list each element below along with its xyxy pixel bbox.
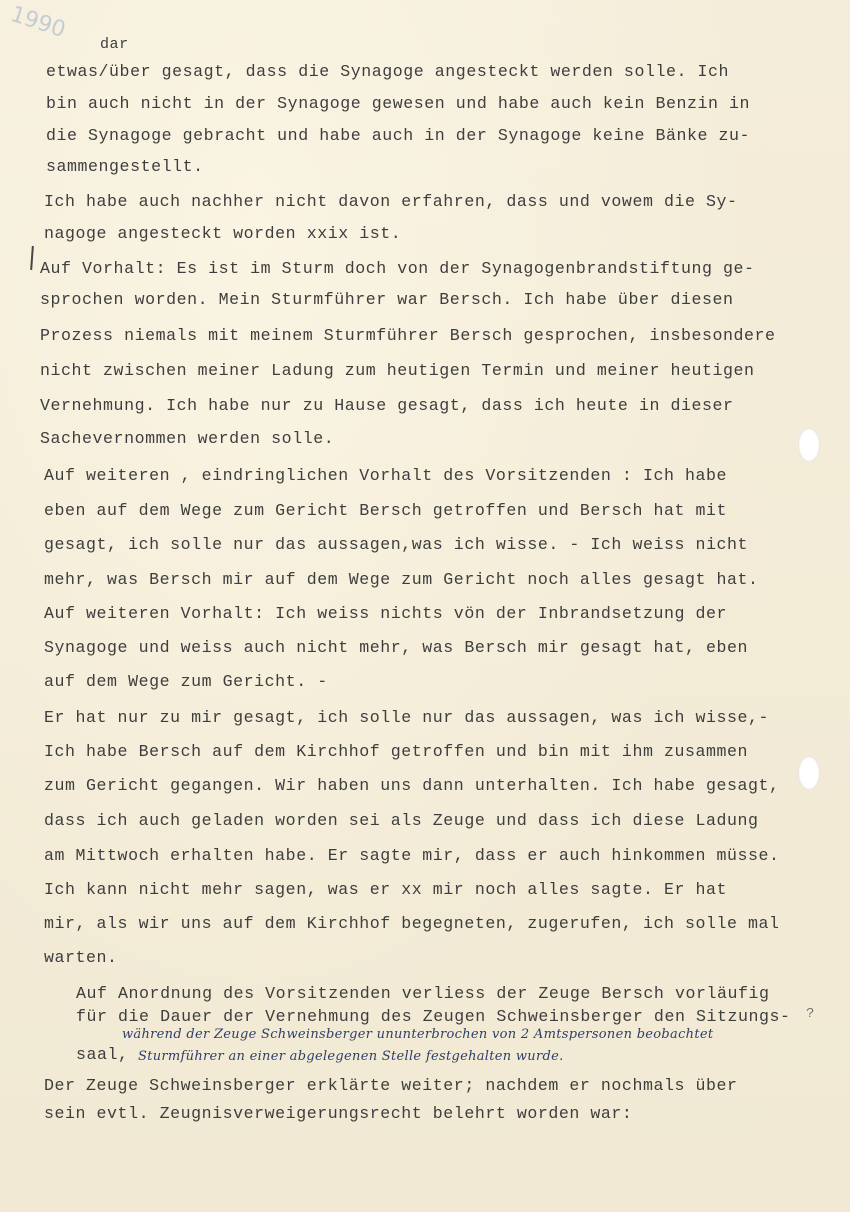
text-line-24: am Mittwoch erhalten habe. Er sagte mir, dass er auch hinkommen müsse.: [44, 846, 780, 865]
text-line-25: Ich kann nicht mehr sagen, was er xx mir noch alles sagte. Er hat: [44, 880, 728, 899]
text-line-3: die Synagoge gebracht und habe auch in der Synagoge keine Bänke zu-: [46, 126, 751, 145]
text-line-14: eben auf dem Wege zum Gericht Bersch getroffen und Bersch hat mit: [44, 501, 728, 520]
text-line-6: nagoge angesteckt worden xxix ist.: [44, 224, 402, 243]
text-line-4: sammengestellt.: [46, 157, 204, 176]
text-line-27: warten.: [44, 948, 118, 967]
text-line-17: Auf weiteren Vorhalt: Ich weiss nichts vön der Inbrandsetzung der: [44, 604, 728, 623]
text-line-22: zum Gericht gegangen. Wir haben uns dann unterhalten. Ich habe gesagt,: [44, 776, 780, 795]
punch-hole-top: [798, 428, 820, 462]
handwritten-note-line-1: während der Zeuge Schweinsberger ununterbrochen von 2 Amtspersonen beobachtet: [122, 1027, 714, 1042]
text-line-15: gesagt, ich solle nur das aussagen,was ich wisse. - Ich weiss nicht: [44, 535, 749, 554]
text-line-12: Sachevernommen werden solle.: [40, 429, 335, 448]
text-line-18: Synagoge und weiss auch nicht mehr, was Bersch mir gesagt hat, eben: [44, 638, 749, 657]
text-line-2: bin auch nicht in der Synagoge gewesen und habe auch kein Benzin in: [46, 94, 751, 113]
punch-hole-bottom: [798, 756, 820, 790]
text-line-23: dass ich auch geladen worden sei als Zeuge und dass ich diese Ladung: [44, 811, 759, 830]
text-line-5: Ich habe auch nachher nicht davon erfahren, dass und vowem die Sy-: [44, 192, 738, 211]
margin-note-mark: ?: [806, 1006, 815, 1022]
handwritten-insertion: dar: [100, 36, 129, 53]
archive-stamp: 1990: [7, 1, 69, 44]
text-line-20: Er hat nur zu mir gesagt, ich solle nur das aussagen, was ich wisse,-: [44, 708, 770, 727]
handwritten-note-line-2: Sturmführer an einer abgelegenen Stelle festgehalten wurde.: [138, 1049, 564, 1064]
text-line-30: saal,: [76, 1045, 129, 1064]
text-line-26: mir, als wir uns auf dem Kirchhof begegneten, zugerufen, ich solle mal: [44, 914, 780, 933]
text-line-13: Auf weiteren , eindringlichen Vorhalt des Vorsitzenden : Ich habe: [44, 466, 728, 485]
text-line-31: Der Zeuge Schweinsberger erklärte weiter; nachdem er nochmals über: [44, 1076, 738, 1095]
text-line-8: sprochen worden. Mein Sturmführer war Bersch. Ich habe über diesen: [40, 290, 734, 309]
text-line-28: Auf Anordnung des Vorsitzenden verliess der Zeuge Bersch vorläufig: [76, 984, 770, 1003]
margin-mark: [30, 246, 34, 270]
text-line-7: Auf Vorhalt: Es ist im Sturm doch von der Synagogenbrandstiftung ge-: [40, 259, 755, 278]
text-line-29: für die Dauer der Vernehmung des Zeugen Schweinsberger den Sitzungs-: [76, 1007, 791, 1026]
text-line-16: mehr, was Bersch mir auf dem Wege zum Gericht noch alles gesagt hat.: [44, 570, 759, 589]
text-line-9: Prozess niemals mit meinem Sturmführer Bersch gesprochen, insbesondere: [40, 326, 776, 345]
text-line-11: Vernehmung. Ich habe nur zu Hause gesagt, dass ich heute in dieser: [40, 396, 734, 415]
text-line-19: auf dem Wege zum Gericht. -: [44, 672, 328, 691]
text-line-32: sein evtl. Zeugnisverweigerungsrecht belehrt worden war:: [44, 1104, 633, 1123]
text-line-10: nicht zwischen meiner Ladung zum heutigen Termin und meiner heutigen: [40, 361, 755, 380]
text-line-1: etwas/über gesagt, dass die Synagoge angesteckt werden solle. Ich: [46, 62, 730, 81]
text-line-21: Ich habe Bersch auf dem Kirchhof getroffen und bin mit ihm zusammen: [44, 742, 749, 761]
